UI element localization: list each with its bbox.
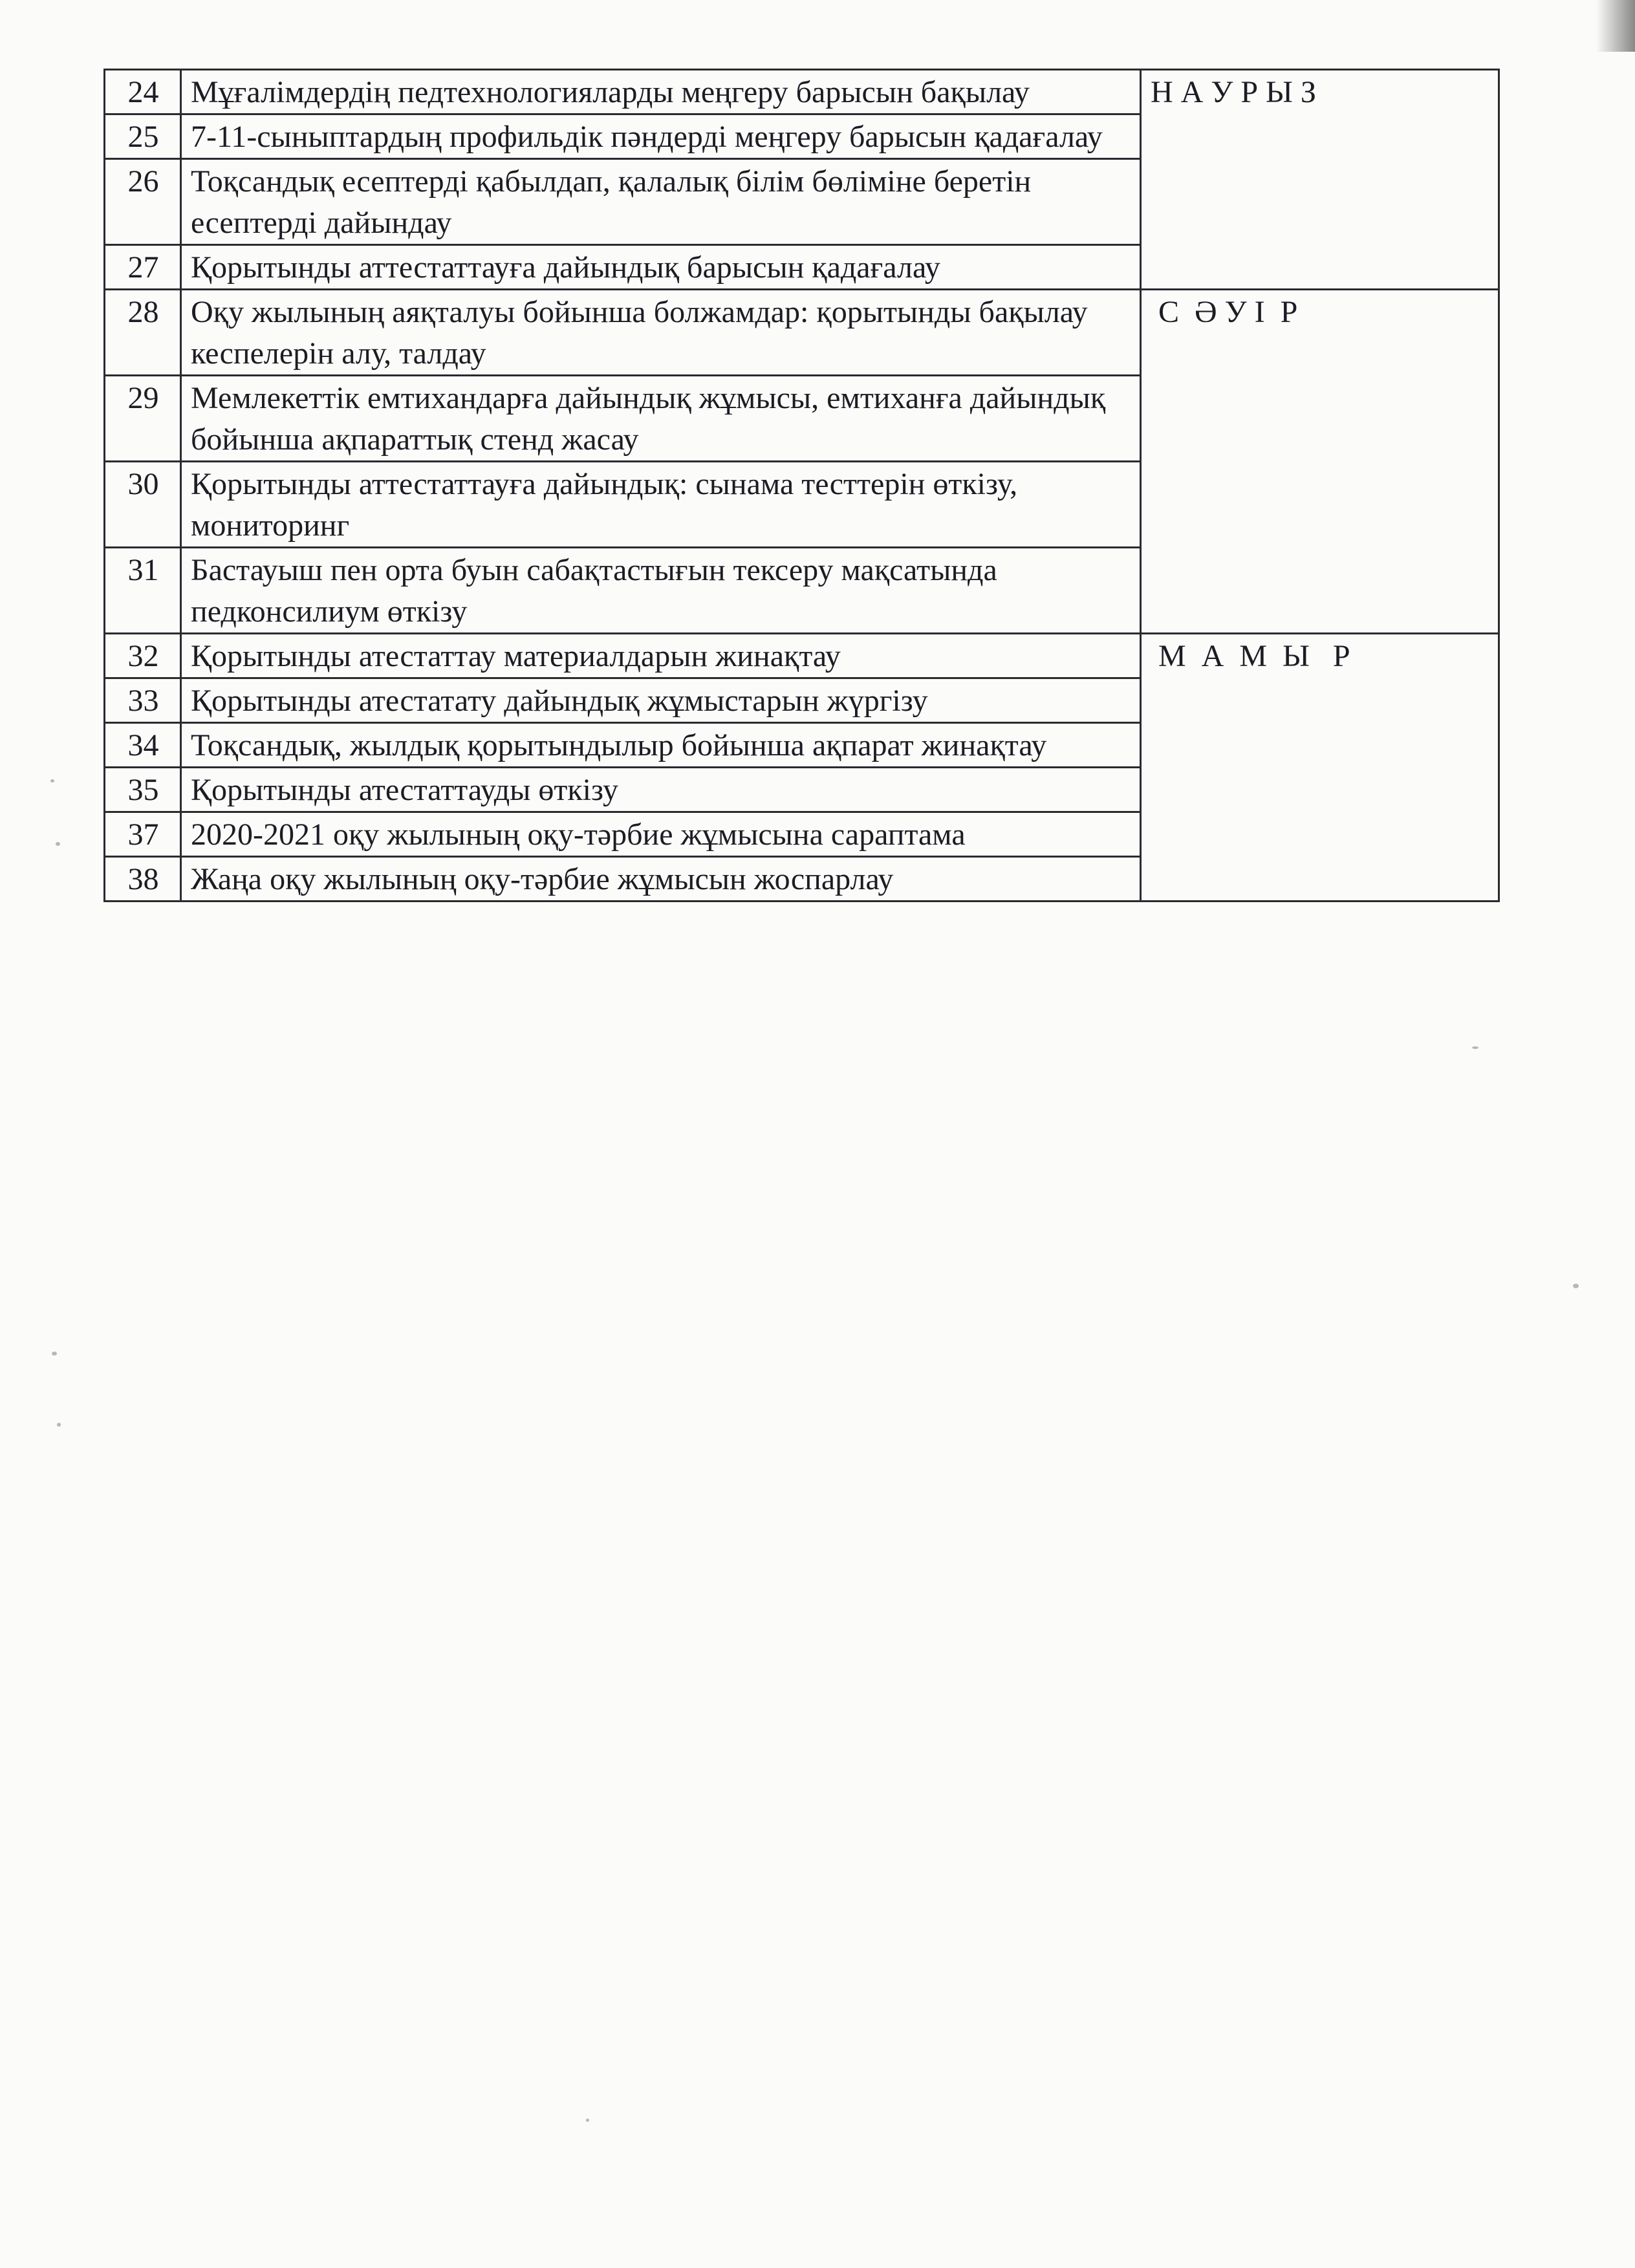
table-row bbox=[105, 634, 1499, 678]
table-row bbox=[105, 70, 1499, 114]
work-plan-table bbox=[103, 69, 1500, 902]
row-number: 24 bbox=[105, 70, 181, 114]
month-label: С Ә У І Р bbox=[1151, 295, 1298, 329]
scan-page-edge bbox=[1596, 0, 1635, 52]
month-cell bbox=[1141, 290, 1499, 634]
task-text: Қорытынды атестаттауды өткізу bbox=[181, 768, 1141, 812]
task-text: Тоқсандық есептерді қабылдап, қалалық білім бөліміне беретін есептерді дайындау bbox=[181, 159, 1141, 245]
table-row bbox=[105, 290, 1499, 376]
scan-speck bbox=[56, 842, 60, 846]
row-number: 38 bbox=[105, 857, 181, 902]
row-number: 34 bbox=[105, 723, 181, 768]
scan-speck bbox=[1472, 1046, 1478, 1049]
month-cell bbox=[1141, 634, 1499, 902]
task-text: Мұғалімдердің педтехнологияларды меңгеру барысын бақылау bbox=[181, 70, 1141, 114]
task-text: Қорытынды аттестаттауға дайындық барысын қадағалау bbox=[181, 245, 1141, 290]
row-number: 28 bbox=[105, 290, 181, 376]
row-number: 33 bbox=[105, 678, 181, 723]
task-text: Жаңа оқу жылының оқу-тәрбие жұмысын жоспарлау bbox=[181, 857, 1141, 902]
task-text: 2020-2021 оқу жылының оқу-тәрбие жұмысына сараптама bbox=[181, 812, 1141, 857]
scan-speck bbox=[586, 2119, 589, 2122]
work-plan-table-body bbox=[105, 70, 1499, 902]
row-number: 29 bbox=[105, 376, 181, 462]
month-label: М А М Ы Р bbox=[1151, 639, 1350, 673]
scan-speck bbox=[57, 1423, 61, 1427]
row-number: 37 bbox=[105, 812, 181, 857]
task-text: Тоқсандық, жылдық қорытындылыр бойынша ақпарат жинақтау bbox=[181, 723, 1141, 768]
row-number: 31 bbox=[105, 548, 181, 634]
task-text: 7-11-сыныптардың профильдік пәндерді меңгеру барысын қадағалау bbox=[181, 114, 1141, 159]
row-number: 26 bbox=[105, 159, 181, 245]
task-text: Қорытынды атестатату дайындық жұмыстарын жүргізу bbox=[181, 678, 1141, 723]
task-text: Қорытынды аттестаттауға дайындық: сынама тесттерін өткізу, мониторинг bbox=[181, 462, 1141, 548]
row-number: 27 bbox=[105, 245, 181, 290]
row-number: 25 bbox=[105, 114, 181, 159]
scan-speck bbox=[1573, 1284, 1579, 1288]
scan-speck bbox=[52, 1352, 57, 1355]
scan-speck bbox=[50, 779, 54, 783]
row-number: 32 bbox=[105, 634, 181, 678]
row-number: 35 bbox=[105, 768, 181, 812]
task-text: Оқу жылының аяқталуы бойынша болжамдар: қорытынды бақылау кеспелерін алу, талдау bbox=[181, 290, 1141, 376]
task-text: Қорытынды атестаттау материалдарын жинақтау bbox=[181, 634, 1141, 678]
month-cell bbox=[1141, 70, 1499, 290]
task-text: Бастауыш пен орта буын сабақтастығын тексеру мақсатында педконсилиум өткізу bbox=[181, 548, 1141, 634]
month-label: Н А У Р Ы З bbox=[1151, 75, 1316, 109]
task-text: Мемлекеттік емтихандарға дайындық жұмысы, емтиханға дайындық бойынша ақпараттық стенд жасау bbox=[181, 376, 1141, 462]
row-number: 30 bbox=[105, 462, 181, 548]
